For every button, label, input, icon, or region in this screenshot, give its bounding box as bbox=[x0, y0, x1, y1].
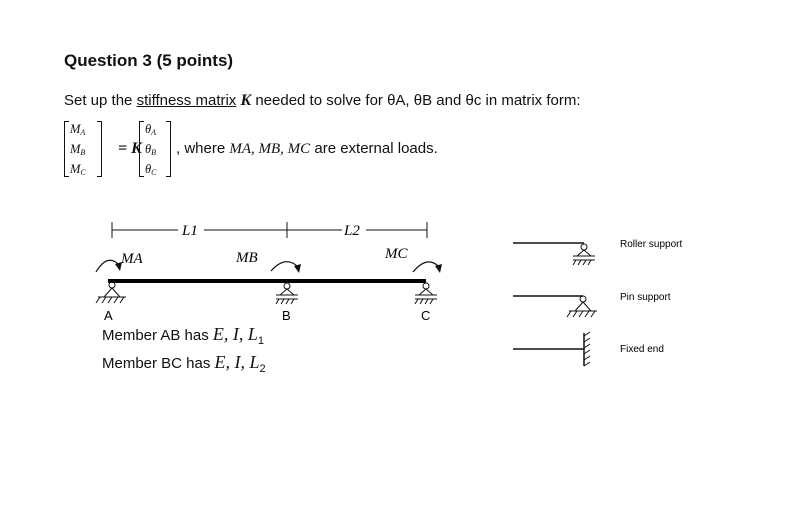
member-bc-properties: Member BC has E, I, $L_2$ bbox=[102, 352, 266, 375]
moment-arrow-a bbox=[96, 260, 120, 272]
legend-pin-label: Pin support bbox=[620, 292, 671, 303]
dimension-lines bbox=[112, 222, 427, 238]
node-label-c: C bbox=[421, 308, 431, 323]
moment-label-a: MA bbox=[121, 251, 143, 267]
legend-roller-symbol bbox=[513, 243, 595, 265]
node-label-b: B bbox=[282, 308, 291, 323]
roller-support-c bbox=[415, 283, 437, 304]
question-title: Question 3 (5 points) bbox=[64, 51, 234, 70]
span-label-l2: L2 bbox=[344, 223, 360, 239]
legend-fixed-label: Fixed end bbox=[620, 344, 664, 355]
instruction-suffix: needed to solve for θA, θB and θc in matrix form: bbox=[251, 92, 581, 109]
span-label-l1: L1 bbox=[182, 223, 198, 239]
moment-arrowhead-b bbox=[294, 264, 301, 273]
where-clause: , where MA, MB, MC are external loads. bbox=[176, 140, 438, 157]
moment-label-b: MB bbox=[236, 250, 258, 266]
moment-arrowhead-c bbox=[435, 264, 442, 273]
where-variables: MA, MB, MC bbox=[229, 141, 311, 157]
instruction-prefix: Set up the bbox=[64, 92, 137, 109]
member-ab-properties: Member AB has E, I, $L_1$ bbox=[102, 324, 265, 347]
node-label-a: A bbox=[104, 308, 113, 323]
legend-fixed-symbol bbox=[513, 332, 590, 366]
instruction-k-symbol: K bbox=[240, 92, 252, 109]
pin-support-a bbox=[96, 282, 126, 303]
rhs-vector: $\theta_A$ $\theta_B$ $\theta_C$ bbox=[145, 122, 157, 177]
legend-roller-label: Roller support bbox=[620, 239, 683, 250]
lhs-vector: $M_A$ $M_B$ $M_C$ bbox=[70, 122, 86, 177]
stiffness-matrix-link[interactable]: stiffness matrix bbox=[136, 92, 237, 109]
equals-k: = K bbox=[118, 140, 142, 157]
roller-support-b bbox=[276, 283, 298, 304]
moment-label-c: MC bbox=[385, 246, 408, 262]
legend-pin-symbol bbox=[513, 296, 597, 317]
